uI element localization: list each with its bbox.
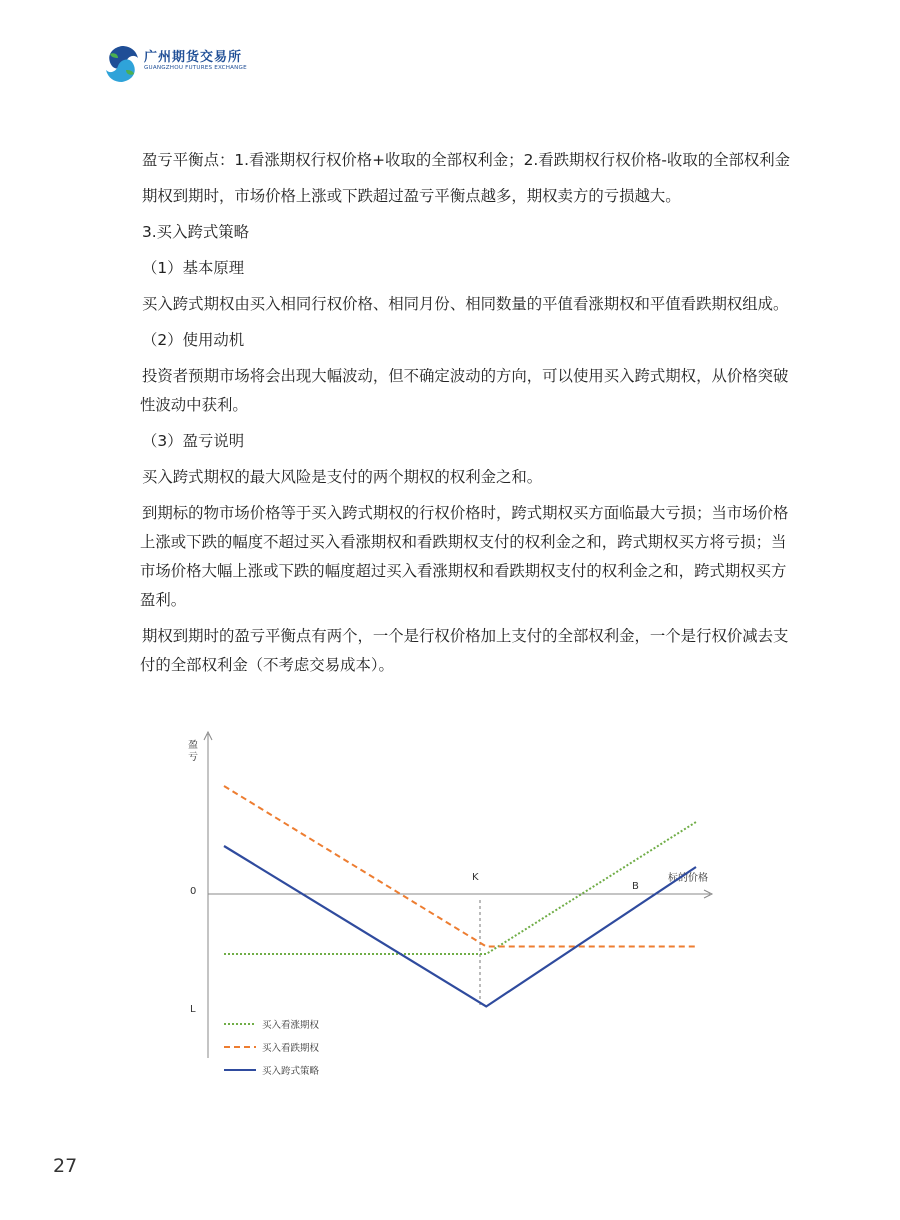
origin-label: 0 bbox=[190, 886, 197, 897]
logo-text-cn: 广州期货交易所 bbox=[144, 50, 243, 65]
series-line-1 bbox=[224, 786, 696, 947]
paragraph: 期权到期时的盈亏平衡点有两个，一个是行权价格加上支付的全部权利金，一个是行权价减去支付的全部权利金（不考虑交易成本）。 bbox=[140, 627, 789, 674]
straddle-chart bbox=[168, 728, 728, 1084]
exchange-logo bbox=[104, 44, 254, 84]
paragraph: 投资者预期市场将会出现大幅波动，但不确定波动的方向，可以使用买入跨式期权，从价格突破性波动中获利。 bbox=[140, 367, 789, 414]
series-group bbox=[224, 786, 696, 1007]
breakeven-label: B bbox=[632, 881, 639, 892]
subsection-heading: （3）盈亏说明 bbox=[142, 432, 245, 450]
paragraph: 期权到期时，市场价格上涨或下跌超过盈亏平衡点越多，期权卖方的亏损越大。 bbox=[142, 187, 681, 205]
legend-label-2: 买入跨式策略 bbox=[262, 1066, 320, 1077]
strike-label: K bbox=[472, 872, 479, 883]
exchange-logo-icon bbox=[104, 44, 140, 84]
x-axis-label: 标的价格 bbox=[668, 873, 708, 884]
series-line-0 bbox=[224, 822, 696, 954]
paragraph: 买入跨式期权由买入相同行权价格、相同月份、相同数量的平值看涨期权和平值看跌期权组成。 bbox=[142, 295, 789, 313]
series-line-2 bbox=[224, 846, 696, 1007]
chart-legend bbox=[224, 1019, 320, 1077]
subsection-heading: （2）使用动机 bbox=[142, 331, 245, 349]
page-number: 27 bbox=[53, 1155, 78, 1177]
legend-label-0: 买入看涨期权 bbox=[262, 1020, 320, 1031]
logo-text-en: GUANGZHOU FUTURES EXCHANGE bbox=[144, 65, 247, 71]
paragraph: 买入跨式期权的最大风险是支付的两个期权的权利金之和。 bbox=[142, 468, 543, 486]
paragraph: 盈亏平衡点：1.看涨期权行权价格+收取的全部权利金；2.看跌期权行权价格-收取的全部权利金 bbox=[142, 151, 791, 169]
y-axis-label-2: 亏 bbox=[188, 752, 198, 763]
chart-svg bbox=[168, 728, 728, 1084]
y-axis-label-1: 盈 bbox=[188, 740, 198, 751]
legend-label-1: 买入看跌期权 bbox=[262, 1043, 320, 1054]
paragraph: 到期标的物市场价格等于买入跨式期权的行权价格时，跨式期权买方面临最大亏损；当市场价格上涨或下跌的幅度不超过买入看涨期权和看跌期权支付的权利金之和，跨式期权买方将亏损；当市场价格大幅上涨或下跌的幅度超过买入看涨期权和看跌期权支付的权利金之和，跨式期权买方盈利。 bbox=[140, 504, 789, 609]
section-heading: 3.买入跨式策略 bbox=[142, 223, 250, 241]
subsection-heading: （1）基本原理 bbox=[142, 259, 245, 277]
loss-label: L bbox=[190, 1004, 196, 1015]
document-body bbox=[140, 146, 795, 687]
